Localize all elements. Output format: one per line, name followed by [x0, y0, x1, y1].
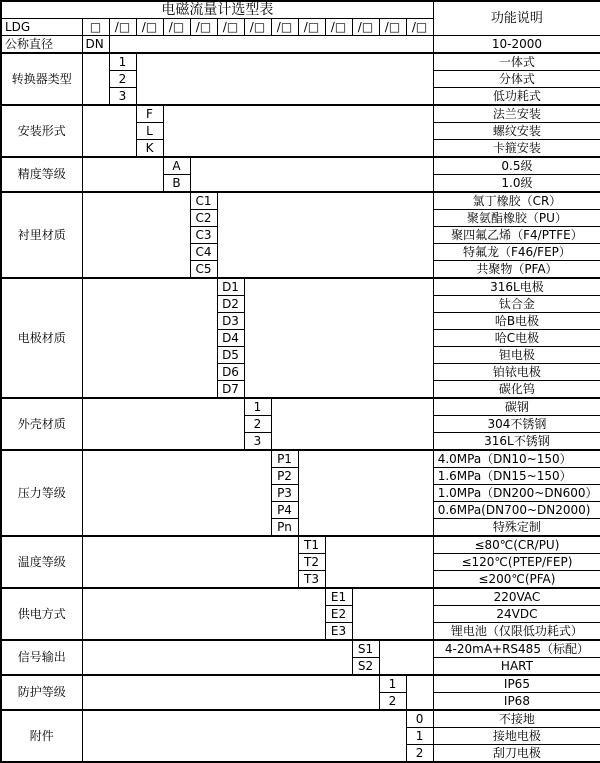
left-spacer-1	[82, 105, 136, 157]
model-box-option-7: /□	[271, 19, 298, 36]
code-cell-9-0: S1	[352, 640, 379, 658]
code-cell-2-1: B	[163, 175, 190, 193]
code-cell-7-2: T3	[298, 571, 325, 589]
right-spacer-3	[217, 192, 433, 278]
model-box-option-5: /□	[217, 19, 244, 36]
desc-cell-6-3: 0.6MPa(DN700~DN2000)	[433, 502, 600, 519]
desc-cell-10-1: IP68	[433, 693, 600, 711]
desc-cell-9-1: HART	[433, 658, 600, 676]
left-spacer-10	[82, 675, 379, 710]
category-9-name: 信号输出	[1, 640, 82, 675]
left-spacer-2	[82, 157, 163, 192]
desc-cell-4-2: 哈B电极	[433, 313, 600, 330]
code-cell-5-1: 2	[244, 416, 271, 433]
model-box-option-4: /□	[190, 19, 217, 36]
model-box-option-8: /□	[298, 19, 325, 36]
code-cell-4-5: D6	[217, 364, 244, 381]
code-cell-11-1: 1	[406, 728, 433, 745]
code-cell-6-1: P2	[271, 468, 298, 485]
code-cell-8-0: E1	[325, 588, 352, 606]
desc-cell-0-0: 一体式	[433, 53, 600, 71]
desc-cell-4-3: 哈C电极	[433, 330, 600, 347]
desc-cell-8-1: 24VDC	[433, 606, 600, 623]
table-title: 电磁流量计选型表	[1, 1, 433, 19]
code-cell-4-0: D1	[217, 278, 244, 296]
desc-cell-3-2: 聚四氟乙烯（F4/PTFE）	[433, 227, 600, 244]
category-6-name: 压力等级	[1, 450, 82, 536]
left-spacer-11	[82, 710, 406, 762]
desc-cell-6-4: 特殊定制	[433, 519, 600, 537]
model-box-dn: □	[82, 19, 109, 36]
desc-cell-1-2: 卡箍安装	[433, 140, 600, 158]
desc-cell-4-4: 钽电极	[433, 347, 600, 364]
code-cell-7-1: T2	[298, 554, 325, 571]
diameter-code: DN	[82, 36, 109, 54]
diameter-spacer	[109, 36, 433, 54]
code-cell-6-3: P4	[271, 502, 298, 519]
desc-cell-3-3: 特氟龙（F46/FEP）	[433, 244, 600, 261]
diameter-desc: 10-2000	[433, 36, 600, 54]
function-header: 功能说明	[433, 1, 600, 36]
right-spacer-10	[406, 675, 433, 710]
code-cell-6-4: Pn	[271, 519, 298, 537]
code-cell-3-4: C5	[190, 261, 217, 279]
desc-cell-7-2: ≤200℃(PFA)	[433, 571, 600, 589]
left-spacer-0	[82, 53, 109, 105]
desc-cell-1-1: 螺纹安装	[433, 123, 600, 140]
category-3-name: 衬里材质	[1, 192, 82, 278]
desc-cell-3-4: 共聚物（PFA）	[433, 261, 600, 279]
left-spacer-4	[82, 278, 217, 398]
desc-cell-9-0: 4-20mA+RS485（标配）	[433, 640, 600, 658]
code-cell-11-2: 2	[406, 745, 433, 763]
desc-cell-11-1: 接地电极	[433, 728, 600, 745]
desc-cell-5-1: 304不锈钢	[433, 416, 600, 433]
desc-cell-2-0: 0.5级	[433, 157, 600, 175]
desc-cell-11-0: 不接地	[433, 710, 600, 728]
category-8-name: 供电方式	[1, 588, 82, 640]
model-box-option-6: /□	[244, 19, 271, 36]
category-5-name: 外壳材质	[1, 398, 82, 450]
code-cell-3-1: C2	[190, 210, 217, 227]
code-cell-0-2: 3	[109, 88, 136, 106]
desc-cell-8-2: 锂电池（仅限低功耗式）	[433, 623, 600, 641]
model-box-option-11: /□	[379, 19, 406, 36]
code-cell-10-1: 2	[379, 693, 406, 711]
code-cell-4-6: D7	[217, 381, 244, 399]
category-4-name: 电极材质	[1, 278, 82, 398]
category-0-name: 转换器类型	[1, 53, 82, 105]
code-cell-3-3: C4	[190, 244, 217, 261]
right-spacer-0	[136, 53, 433, 105]
desc-cell-4-5: 铂铱电极	[433, 364, 600, 381]
code-cell-10-0: 1	[379, 675, 406, 693]
code-cell-8-1: E2	[325, 606, 352, 623]
right-spacer-5	[271, 398, 433, 450]
category-diameter: 公称直径	[1, 36, 82, 54]
right-spacer-7	[325, 536, 433, 588]
code-cell-1-2: K	[136, 140, 163, 158]
category-2-name: 精度等级	[1, 157, 82, 192]
desc-cell-6-1: 1.6MPa（DN15~150）	[433, 468, 600, 485]
category-7-name: 温度等级	[1, 536, 82, 588]
code-cell-1-0: F	[136, 105, 163, 123]
desc-cell-6-0: 4.0MPa（DN10~150）	[433, 450, 600, 468]
left-spacer-6	[82, 450, 271, 536]
desc-cell-10-0: IP65	[433, 675, 600, 693]
right-spacer-4	[244, 278, 433, 398]
code-cell-4-1: D2	[217, 296, 244, 313]
desc-cell-2-1: 1.0级	[433, 175, 600, 193]
left-spacer-5	[82, 398, 244, 450]
code-cell-4-4: D5	[217, 347, 244, 364]
code-cell-11-0: 0	[406, 710, 433, 728]
model-box-option-1: /□	[109, 19, 136, 36]
code-cell-3-2: C3	[190, 227, 217, 244]
right-spacer-1	[163, 105, 433, 157]
code-cell-2-0: A	[163, 157, 190, 175]
code-cell-8-2: E3	[325, 623, 352, 641]
left-spacer-3	[82, 192, 190, 278]
model-box-option-3: /□	[163, 19, 190, 36]
category-1-name: 安装形式	[1, 105, 82, 157]
desc-cell-4-6: 碳化钨	[433, 381, 600, 399]
code-cell-4-2: D3	[217, 313, 244, 330]
left-spacer-9	[82, 640, 352, 675]
model-box-option-2: /□	[136, 19, 163, 36]
code-cell-7-0: T1	[298, 536, 325, 554]
desc-cell-0-2: 低功耗式	[433, 88, 600, 106]
desc-cell-6-2: 1.0MPa（DN200~DN600）	[433, 485, 600, 502]
right-spacer-6	[298, 450, 433, 536]
code-cell-5-0: 1	[244, 398, 271, 416]
right-spacer-2	[190, 157, 433, 192]
model-prefix: LDG	[1, 19, 82, 36]
desc-cell-7-0: ≤80℃(CR/PU)	[433, 536, 600, 554]
desc-cell-5-2: 316L不锈钢	[433, 433, 600, 451]
code-cell-0-1: 2	[109, 71, 136, 88]
code-cell-5-2: 3	[244, 433, 271, 451]
desc-cell-8-0: 220VAC	[433, 588, 600, 606]
code-cell-3-0: C1	[190, 192, 217, 210]
model-box-option-10: /□	[352, 19, 379, 36]
left-spacer-8	[82, 588, 325, 640]
code-cell-6-0: P1	[271, 450, 298, 468]
model-box-option-12: /□	[406, 19, 433, 36]
desc-cell-4-0: 316L电极	[433, 278, 600, 296]
code-cell-9-1: S2	[352, 658, 379, 676]
desc-cell-3-0: 氯丁橡胶（CR）	[433, 192, 600, 210]
category-11-name: 附件	[1, 710, 82, 762]
desc-cell-1-0: 法兰安装	[433, 105, 600, 123]
category-10-name: 防护等级	[1, 675, 82, 710]
desc-cell-3-1: 聚氨酯橡胶（PU）	[433, 210, 600, 227]
code-cell-6-2: P3	[271, 485, 298, 502]
model-box-option-9: /□	[325, 19, 352, 36]
desc-cell-7-1: ≤120℃(PTEP/FEP)	[433, 554, 600, 571]
desc-cell-0-1: 分体式	[433, 71, 600, 88]
code-cell-1-1: L	[136, 123, 163, 140]
right-spacer-9	[379, 640, 433, 675]
desc-cell-5-0: 碳钢	[433, 398, 600, 416]
code-cell-0-0: 1	[109, 53, 136, 71]
left-spacer-7	[82, 536, 298, 588]
right-spacer-8	[352, 588, 433, 640]
desc-cell-11-2: 刮刀电极	[433, 745, 600, 763]
desc-cell-4-1: 钛合金	[433, 296, 600, 313]
code-cell-4-3: D4	[217, 330, 244, 347]
